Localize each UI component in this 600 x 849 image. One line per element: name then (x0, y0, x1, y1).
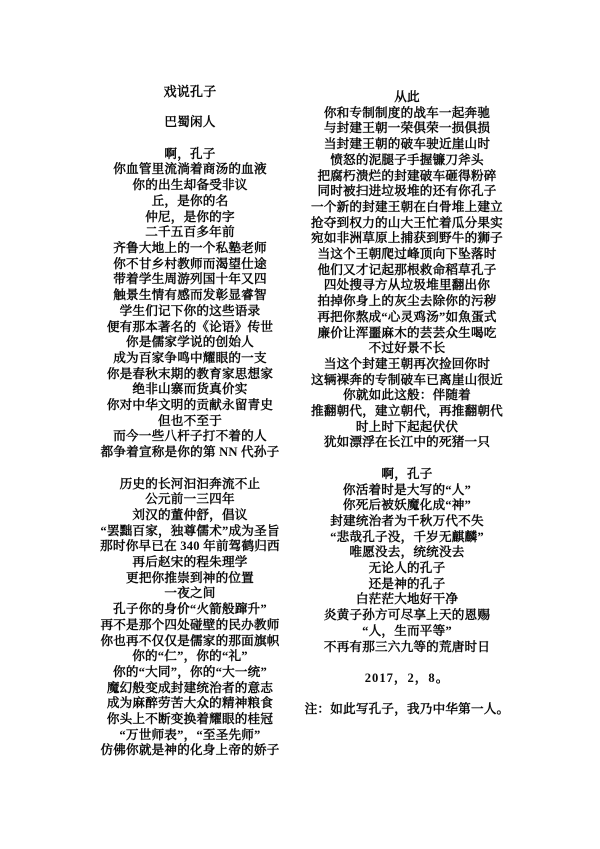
poem-line: 推翻朝代，建立朝代，再推翻朝代 (311, 404, 503, 419)
poem-line: 犹如漂浮在长江中的死猪一只 (323, 435, 491, 450)
poem-line: 而今一些八杆子打不着的人 (113, 429, 267, 444)
poem-line: 啊，孔子 (164, 146, 216, 161)
poem-line: 愤怒的泥腿子手握镰刀斧头 (330, 152, 484, 167)
poem-line: 绝非山寨而货真价实 (132, 382, 248, 397)
poem-line: 你头上不断变换着耀眼的桂冠 (106, 712, 274, 727)
poem-date: 2017，2，8。 (364, 670, 450, 685)
poem-line: 仲尼，是你的字 (145, 209, 235, 224)
poem-line: “万世师表”，“至圣先师” (119, 727, 261, 742)
poem-line: 当这个封建王朝再次捡回你时 (323, 356, 491, 371)
poem-line: 你对中华文明的贡献永留青史 (106, 398, 274, 413)
poem-line: 你是儒家学说的创始人 (126, 335, 254, 350)
poem-line: 成为麻醉劳苦大众的精神粮食 (106, 696, 274, 711)
poem-line: 仿佛你就是神的化身上帝的娇子 (100, 743, 280, 758)
poem-line: “人，生而平等” (362, 623, 452, 638)
poem-line: 这辆裸奔的专制破车已离崖山很近 (311, 372, 503, 387)
poem-line: 你的出生却备受非议 (132, 178, 248, 193)
poem-line: 你是春秋末期的教育家思想家 (106, 366, 274, 381)
poem-line: 触景生情有感而发彰显睿智 (113, 288, 267, 303)
stanza (285, 90, 529, 451)
poem-line: “悲哉孔子没，千岁无麒麟” (330, 529, 484, 544)
poem-line: 你活着时是大写的“人” (342, 482, 472, 497)
poem-line: 便有那本著名的《论语》传世 (106, 319, 274, 334)
poem-line: 你不甘乡村教师而渴望仕途 (113, 256, 267, 271)
poem-line: “罢黜百家，独尊儒术”成为圣旨 (100, 523, 280, 538)
poem-line: 白茫茫大地好干净 (355, 592, 459, 607)
poem-line: 一夜之间 (164, 586, 216, 601)
title-stanza (68, 84, 312, 100)
poem-line: 廉价让浑噩麻木的芸芸众生喝吃 (317, 325, 497, 340)
poem-line: 带着学生周游列国十年又四 (113, 272, 267, 287)
stanza (68, 477, 312, 760)
stanza (285, 467, 529, 655)
poem-line: 封建统治者为千秋万代不失 (330, 513, 484, 528)
poem-line: 你的“大同”，你的“大一统” (113, 664, 267, 679)
stanza (68, 147, 312, 461)
poem-line: 那时你早已在 340 年前驾鹤归西 (100, 539, 280, 554)
poem-line: 你的“仁”，你的“礼” (132, 649, 248, 664)
poem-line: 与封建王朝一荣俱荣一损俱损 (323, 121, 491, 136)
poem-line: 你和专制制度的战车一起奔驰 (323, 105, 491, 120)
poem-line: 丘，是你的名 (151, 193, 229, 208)
left-stanzas (68, 147, 312, 759)
poem-line: 孔子你的身价“火箭般蹿升” (113, 602, 267, 617)
poem-line: 抢夺到权力的山大王忙着瓜分果实 (311, 215, 503, 230)
poem-line: 同时被扫进垃圾堆的还有你孔子 (317, 184, 497, 199)
poem-line: 你死后被妖魔化成“神” (342, 498, 472, 513)
poem-line: 都争着宣称是你的第 NN 代孙子 (100, 445, 280, 460)
poem-line: 但也不至于 (158, 413, 222, 428)
date-stanza (285, 671, 529, 687)
poem-line: 你也再不仅仅是儒家的那面旗帜 (100, 633, 280, 648)
right-stanzas (285, 90, 529, 655)
note-stanza (285, 702, 529, 718)
left-column (68, 84, 312, 775)
poem-line: 再不是那个四处碰壁的民办教师 (100, 617, 280, 632)
poem-line: 不再有那三六九等的荒唐时日 (323, 639, 491, 654)
poem-line: 历史的长河汩汩奔流不止 (119, 476, 261, 491)
poem-line: 一个新的封建王朝在白骨堆上建立 (311, 199, 503, 214)
poem-line: 齐鲁大地上的一个私塾老师 (113, 241, 267, 255)
right-column (285, 90, 529, 734)
poem-line: 公元前一三四年 (145, 492, 235, 507)
poem-line: 唯愿没去，统统没去 (349, 545, 465, 560)
poem-line: 更把你推崇到神的位置 (126, 570, 254, 585)
poem-line: 你血管里流淌着商汤的血液 (113, 162, 267, 177)
poem-author: 巴蜀闲人 (164, 115, 216, 130)
poem-line: 不过好景不长 (368, 341, 446, 356)
poem-line: 时上时下起起伏伏 (355, 419, 459, 434)
poem-line: 无论人的孔子 (368, 561, 446, 576)
poem-line: 拍掉你身上的灰尘去除你的污秽 (317, 294, 497, 309)
poem-note: 注：如此写孔子，我乃中华第一人。 (304, 702, 510, 717)
poem-line: 学生们记下你的这些语录 (119, 303, 261, 318)
poem-line: 他们又才记起那根救命稻草孔子 (317, 262, 497, 277)
poem-line: 当封建王朝的破车驶近崖山时 (323, 137, 491, 152)
poem-line: 当这个王朝爬过峰顶向下坠落时 (317, 247, 497, 262)
poem-line: 二千五百多年前 (145, 225, 235, 240)
poem-line: 魔幻般变成封建统治者的意志 (106, 680, 274, 695)
poem-title: 戏说孔子 (163, 84, 217, 99)
poem-line: 啊，孔子 (381, 466, 433, 481)
poem-line: 炎黄子孙方可尽享上天的恩赐 (323, 608, 491, 623)
poem-line: 再把你熬成“心灵鸡汤”如魚蛋式 (317, 309, 497, 324)
poem-line: 四处搜寻方从垃圾堆里翻出你 (323, 278, 491, 293)
poem-line: 宛如非洲草原上捕获到野牛的狮子 (311, 231, 503, 246)
poem-line: 把腐朽溃烂的封建破车砸得粉碎 (317, 168, 497, 183)
poem-line: 还是神的孔子 (368, 576, 446, 591)
poem-line: 刘汉的董仲舒，倡议 (132, 507, 248, 522)
poem-line: 从此 (394, 90, 420, 104)
poem-line: 成为百家争鸣中耀眼的一支 (113, 350, 267, 365)
poem-line: 你就如此这般：伴随着 (343, 388, 471, 403)
author-stanza (68, 115, 312, 131)
poem-line: 再后赵宋的程朱理学 (132, 555, 248, 570)
